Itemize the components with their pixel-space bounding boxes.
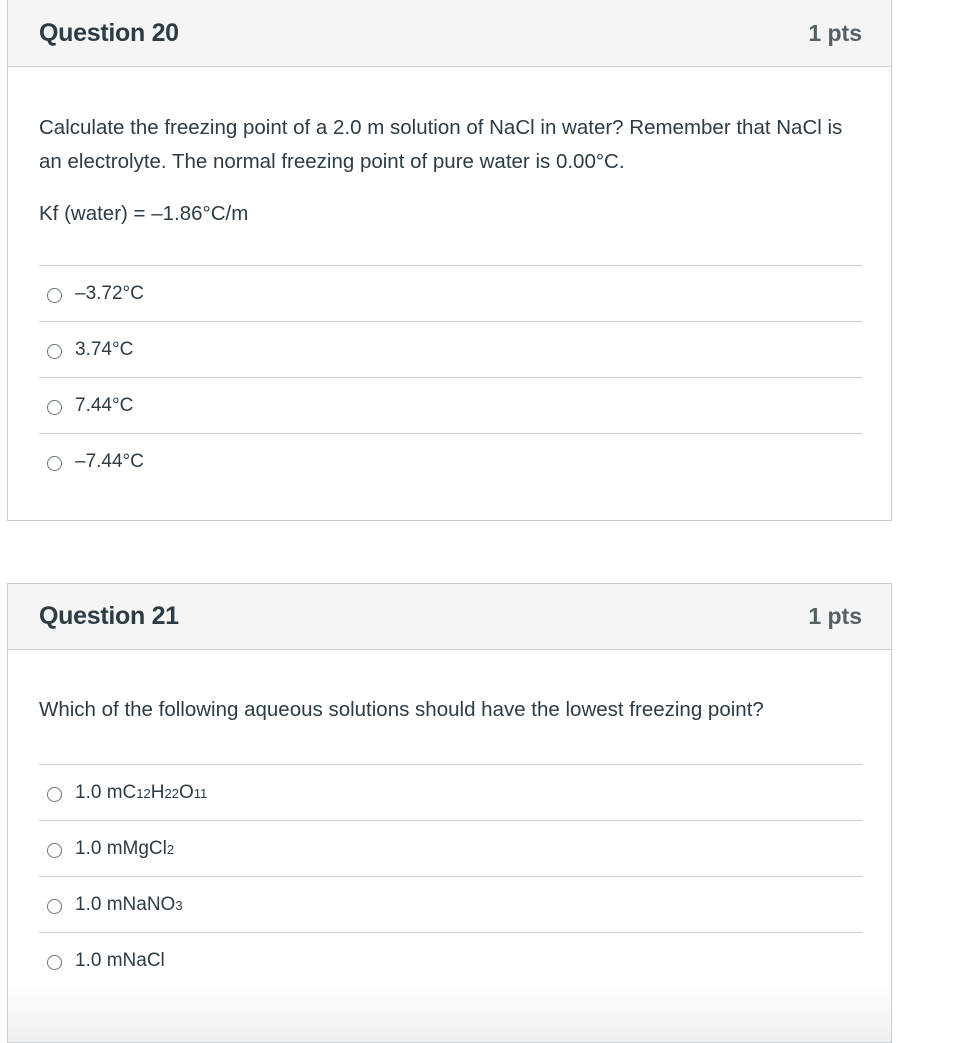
question-20-card — [7, 0, 892, 521]
chemical-formula: MgCl 2 — [122, 837, 175, 859]
answer-option[interactable] — [39, 820, 862, 876]
radio-button[interactable] — [47, 955, 62, 970]
question-title: Question 20 — [39, 18, 179, 47]
answer-prefix: 1.0 m — [75, 949, 123, 971]
answer-option[interactable] — [39, 321, 862, 377]
question-points: 1 pts — [808, 19, 862, 46]
formula-element: NaNO — [122, 893, 176, 915]
radio-button[interactable] — [47, 787, 62, 802]
answer-option[interactable] — [39, 876, 862, 932]
answer-label: 7.44°C — [75, 394, 134, 416]
answer-label: 3.74°C — [75, 338, 134, 360]
formula-element: MgCl — [122, 837, 167, 859]
question-kf-text: Kf (water) = –1.86°C/m — [39, 202, 249, 225]
formula-element: H — [150, 781, 165, 803]
formula-element: O — [178, 781, 194, 803]
radio-button[interactable] — [47, 344, 62, 359]
question-header — [8, 584, 891, 650]
answer-option[interactable] — [39, 764, 862, 820]
answer-option[interactable] — [39, 377, 862, 433]
question-text: Calculate the freezing point of a 2.0 m solution of NaCl in water? Remember that NaCl is an electrolyte. The normal freezing point of pure water is 0.00°C. — [39, 116, 843, 173]
radio-button[interactable] — [47, 899, 62, 914]
bottom-fade — [8, 982, 891, 1042]
answer-label: –7.44°C — [75, 450, 144, 472]
answer-label — [75, 894, 183, 916]
answer-prefix: 1.0 m — [75, 781, 123, 803]
question-text: Which of the following aqueous solutions should have the lowest freezing point? — [39, 698, 764, 721]
radio-button[interactable] — [47, 288, 62, 303]
formula-element: C — [122, 781, 137, 803]
answer-label — [75, 950, 165, 972]
radio-button[interactable] — [47, 456, 62, 471]
chemical-formula: NaNO 3 — [122, 893, 183, 915]
answer-list — [39, 764, 862, 988]
formula-element: NaCl — [122, 949, 165, 971]
question-points: 1 pts — [808, 603, 862, 629]
answer-label — [75, 782, 207, 804]
chemical-formula — [123, 950, 165, 972]
question-21-card — [7, 583, 892, 1043]
radio-button[interactable] — [47, 843, 62, 858]
answer-option[interactable] — [39, 433, 862, 489]
radio-button[interactable] — [47, 400, 62, 415]
answer-option[interactable] — [39, 932, 862, 988]
chemical-formula: C 12 H 22 O 11 — [122, 781, 208, 803]
question-title: Question 21 — [39, 602, 179, 630]
question-header — [8, 0, 891, 67]
answer-option[interactable] — [39, 265, 862, 321]
answer-label — [75, 838, 174, 860]
answer-label: –3.72°C — [75, 282, 144, 304]
answer-list — [39, 265, 862, 489]
answer-prefix: 1.0 m — [75, 837, 123, 859]
answer-prefix: 1.0 m — [75, 893, 123, 915]
